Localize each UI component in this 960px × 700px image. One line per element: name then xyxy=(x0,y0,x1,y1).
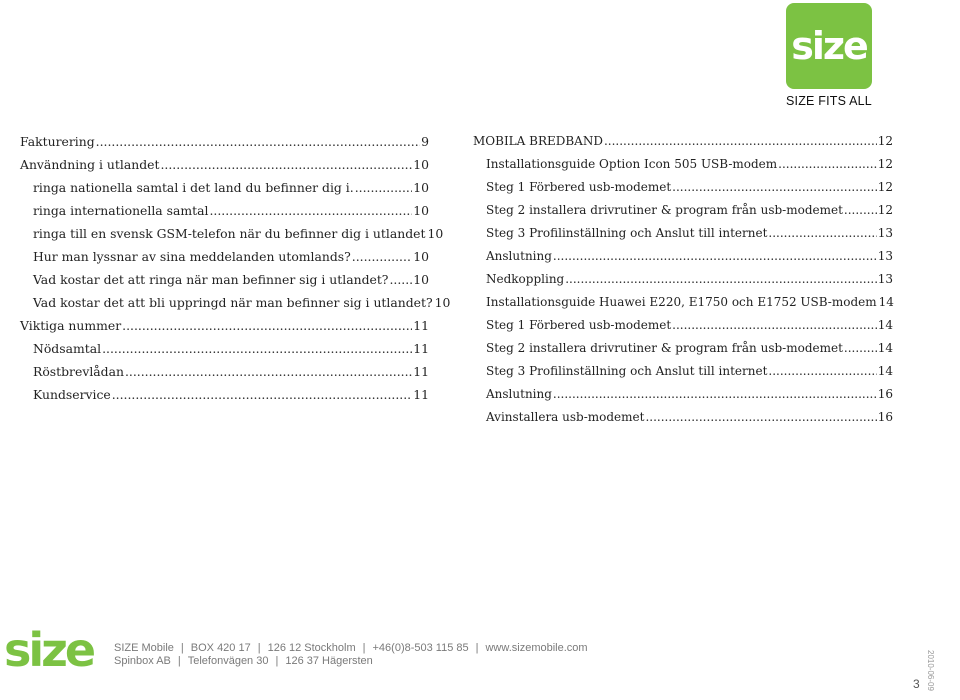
brand-logo-text: size xyxy=(791,24,867,68)
toc-dot-leader xyxy=(553,383,877,406)
toc-entry[interactable] xyxy=(473,291,893,314)
toc-dot-leader xyxy=(122,314,412,337)
toc-entry-page: 10 xyxy=(413,203,429,218)
toc-entry[interactable] xyxy=(473,199,893,222)
page-number: 3 xyxy=(913,677,920,691)
toc-entry-title: Vad kostar det att bli uppringd när man befinner sig i utlandet? xyxy=(33,295,433,310)
toc-entry-title: Installationsguide Option Icon 505 USB-modem xyxy=(486,157,778,171)
toc-entry[interactable] xyxy=(473,337,893,360)
footer-separator: | xyxy=(275,655,279,667)
toc-entry-page: 13 xyxy=(877,272,893,286)
toc-entry[interactable] xyxy=(20,268,429,291)
toc-entry-page: 14 xyxy=(877,364,893,378)
brand-tagline: SIZE FITS ALL xyxy=(786,94,872,108)
toc-entry[interactable] xyxy=(20,153,429,176)
toc-entry-page: 13 xyxy=(877,249,893,263)
toc-dot-leader xyxy=(352,245,412,268)
toc-dot-leader xyxy=(102,337,412,360)
toc-entry[interactable] xyxy=(473,222,893,245)
toc-entry-title: Steg 2 installera drivrutiner & program från usb-modemet xyxy=(486,341,843,355)
toc-entry-page: 11 xyxy=(413,341,429,356)
toc-entry-title: Anslutning xyxy=(486,249,552,263)
footer-item: 126 12 Stockholm xyxy=(267,642,356,654)
toc-entry-page: 12 xyxy=(877,203,893,217)
toc-entry-title: Steg 3 Profilinställning och Anslut till internet xyxy=(486,226,768,240)
footer-logo: size xyxy=(4,623,94,677)
toc-entry-title: ringa internationella samtal xyxy=(33,203,209,218)
toc-entry-page: 14 xyxy=(877,341,893,355)
toc-entry-page: 14 xyxy=(877,318,893,332)
toc-entry-title: Steg 3 Profilinställning och Anslut till internet xyxy=(486,364,768,378)
toc-entry-title: Hur man lyssnar av sina meddelanden utomlands? xyxy=(33,249,351,264)
toc-entry-page: 10 xyxy=(413,157,429,172)
toc-entry[interactable] xyxy=(20,222,444,245)
toc-entry-title: Nödsamtal xyxy=(33,341,102,356)
toc-entry-page: 13 xyxy=(877,226,893,240)
footer-contact-info xyxy=(114,642,588,668)
toc-dot-leader xyxy=(672,314,877,337)
toc-entry-title: Vad kostar det att ringa när man befinner sig i utlandet? xyxy=(33,272,389,287)
footer-separator: | xyxy=(180,642,184,654)
footer-item: Spinbox AB xyxy=(114,655,171,667)
toc-entry-title: ringa nationella samtal i det land du befinner dig i. xyxy=(33,180,354,195)
toc-entry-page: 14 xyxy=(878,295,894,309)
toc-entry-title: Fakturering xyxy=(20,134,95,149)
footer-separator: | xyxy=(257,642,261,654)
toc-dot-leader xyxy=(645,406,876,429)
toc-entry[interactable] xyxy=(20,360,429,383)
toc-entry[interactable] xyxy=(473,268,893,291)
toc-entry[interactable] xyxy=(20,314,429,337)
footer-item: Telefonvägen 30 xyxy=(187,655,269,667)
toc-entry-page: 10 xyxy=(427,226,444,241)
toc-dot-leader xyxy=(355,176,413,199)
toc-entry[interactable] xyxy=(20,199,429,222)
toc-entry-page: 11 xyxy=(413,387,429,402)
toc-entry[interactable] xyxy=(473,153,893,176)
document-date: 2010-06-09 xyxy=(926,650,935,691)
toc-entry-title: Röstbrevlådan xyxy=(33,364,124,379)
footer-separator: | xyxy=(177,655,181,667)
toc-entry[interactable] xyxy=(20,383,429,406)
footer-item: BOX 420 17 xyxy=(190,642,251,654)
toc-dot-leader xyxy=(565,268,876,291)
toc-entry-page: 11 xyxy=(413,364,429,379)
toc-dot-leader xyxy=(778,153,877,176)
toc-dot-leader xyxy=(672,176,877,199)
toc-entry-page: 10 xyxy=(434,295,451,310)
toc-dot-leader xyxy=(389,268,412,291)
toc-entry[interactable] xyxy=(20,130,429,153)
toc-entry-page: 16 xyxy=(877,387,893,401)
toc-entry-page: 16 xyxy=(877,410,893,424)
toc-entry[interactable] xyxy=(473,406,893,429)
toc-dot-leader xyxy=(844,199,877,222)
toc-entry[interactable] xyxy=(473,130,893,153)
toc-entry[interactable] xyxy=(20,245,429,268)
toc-entry[interactable] xyxy=(473,360,893,383)
footer-separator: | xyxy=(475,642,479,654)
toc-dot-leader xyxy=(553,245,877,268)
footer-separator: | xyxy=(362,642,366,654)
toc-entry-title: Viktiga nummer xyxy=(20,318,122,333)
toc-entry-title: ringa till en svensk GSM-telefon när du befinner dig i utlandet xyxy=(33,226,426,241)
toc-dot-leader xyxy=(768,360,876,383)
toc-dot-leader xyxy=(96,130,420,153)
toc-entry[interactable] xyxy=(473,176,893,199)
toc-entry-page: 10 xyxy=(413,249,429,264)
toc-entry-title: Nedkoppling xyxy=(486,272,565,286)
footer-item: SIZE Mobile xyxy=(114,642,174,654)
toc-dot-leader xyxy=(112,383,412,406)
toc-entry-title: Anslutning xyxy=(486,387,552,401)
brand-logo xyxy=(786,3,872,89)
toc-entry-title: Steg 1 Förbered usb-modemet xyxy=(486,180,672,194)
toc-entry-page: 12 xyxy=(877,157,893,171)
toc-entry[interactable] xyxy=(20,291,451,314)
toc-entry[interactable] xyxy=(473,314,893,337)
toc-dot-leader xyxy=(604,130,877,153)
toc-entry-page: 10 xyxy=(413,180,429,195)
toc-entry-title: Steg 1 Förbered usb-modemet xyxy=(486,318,672,332)
toc-entry-title: Steg 2 installera drivrutiner & program från usb-modemet xyxy=(486,203,843,217)
toc-entry[interactable] xyxy=(473,245,893,268)
toc-entry-title: Användning i utlandet xyxy=(20,157,160,172)
footer-item: www.sizemobile.com xyxy=(485,642,588,654)
toc-entry-title: MOBILA BREDBAND xyxy=(473,134,603,148)
toc-dot-leader xyxy=(768,222,876,245)
toc-dot-leader xyxy=(125,360,412,383)
toc-entry-page: 11 xyxy=(413,318,429,333)
toc-entry-page: 12 xyxy=(877,134,893,148)
footer-row-company xyxy=(114,655,588,668)
table-of-contents-left xyxy=(20,130,451,406)
toc-dot-leader xyxy=(844,337,877,360)
footer-row-address xyxy=(114,642,588,655)
toc-entry-title: Avinstallera usb-modemet xyxy=(486,410,645,424)
footer-item: +46(0)8-503 115 85 xyxy=(372,642,469,654)
toc-entry-page: 10 xyxy=(413,272,429,287)
toc-entry[interactable] xyxy=(20,176,429,199)
toc-dot-leader xyxy=(160,153,412,176)
table-of-contents-right xyxy=(473,130,893,429)
toc-dot-leader xyxy=(209,199,412,222)
toc-entry-page: 12 xyxy=(877,180,893,194)
footer-item: 126 37 Hägersten xyxy=(285,655,373,667)
toc-entry-page: 9 xyxy=(421,134,429,149)
toc-entry[interactable] xyxy=(473,383,893,406)
toc-entry-title: Kundservice xyxy=(33,387,111,402)
toc-entry[interactable] xyxy=(20,337,429,360)
toc-entry-title: Installationsguide Huawei E220, E1750 och E1752 USB-modem xyxy=(486,295,877,309)
